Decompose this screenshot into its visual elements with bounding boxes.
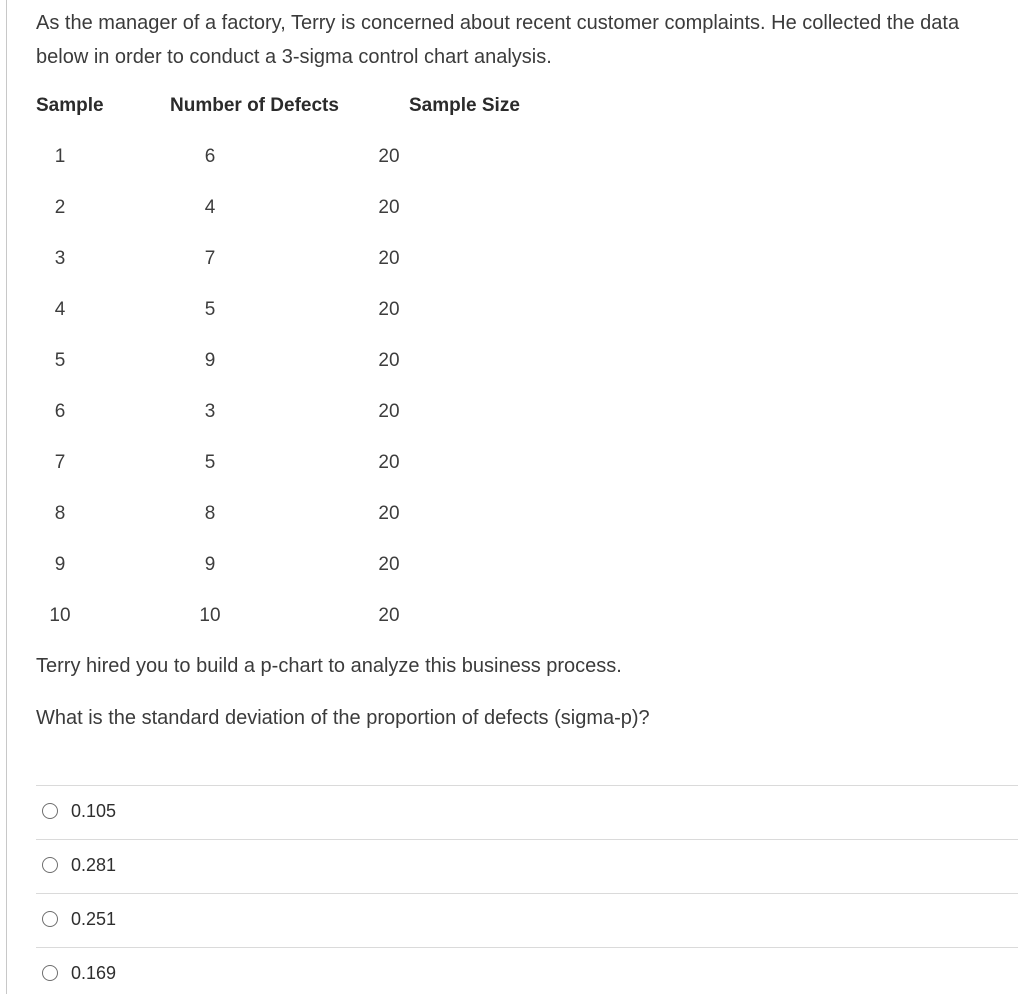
table-row [0, 397, 600, 427]
answer-option[interactable] [36, 839, 1018, 893]
cell-size: 20 [378, 401, 400, 422]
question-prompt: What is the standard deviation of the proportion of defects (sigma-p)? [36, 707, 650, 729]
cell-size: 20 [378, 605, 400, 626]
radio-button[interactable] [42, 911, 58, 927]
cell-defects: 4 [204, 197, 216, 218]
cell-defects: 6 [204, 146, 216, 167]
cell-sample: 7 [54, 452, 66, 473]
table-row [0, 244, 600, 274]
table-row [0, 499, 600, 529]
table-row [0, 346, 600, 376]
answer-option-label: 0.251 [71, 909, 117, 929]
cell-sample: 9 [54, 554, 66, 575]
header-sample-size: Sample Size [409, 95, 520, 116]
cell-size: 20 [378, 503, 400, 524]
table-row [0, 550, 600, 580]
cell-size: 20 [378, 146, 400, 167]
table-row [0, 193, 600, 223]
cell-defects: 9 [204, 554, 216, 575]
cell-sample: 5 [54, 350, 66, 371]
question-intro: As the manager of a factory, Terry is concerned about recent customer complaints. He collected the data below in order to conduct a 3-sigma control chart analysis. [36, 12, 960, 68]
table-row [0, 295, 600, 325]
cell-defects: 7 [204, 248, 216, 269]
cell-sample: 8 [54, 503, 66, 524]
cell-size: 20 [378, 248, 400, 269]
table-row [0, 601, 600, 631]
cell-sample: 6 [54, 401, 66, 422]
cell-sample: 2 [54, 197, 66, 218]
answer-option[interactable] [36, 947, 1018, 1001]
answer-option-label: 0.169 [71, 963, 117, 983]
cell-size: 20 [378, 299, 400, 320]
cell-defects: 9 [204, 350, 216, 371]
cell-defects: 8 [204, 503, 216, 524]
answer-option-label: 0.105 [71, 801, 117, 821]
question-context: Terry hired you to build a p-chart to analyze this business process. [36, 655, 622, 677]
cell-defects: 5 [204, 452, 216, 473]
header-sample: Sample [36, 95, 104, 116]
cell-size: 20 [378, 452, 400, 473]
table-row [0, 448, 600, 478]
table-row [0, 142, 600, 172]
cell-sample: 10 [49, 605, 71, 626]
cell-defects: 10 [199, 605, 221, 626]
radio-button[interactable] [42, 803, 58, 819]
header-number-of-defects: Number of Defects [170, 95, 339, 116]
radio-button[interactable] [42, 857, 58, 873]
cell-sample: 4 [54, 299, 66, 320]
answer-options [36, 785, 1018, 1001]
cell-size: 20 [378, 350, 400, 371]
answer-option[interactable] [36, 785, 1018, 839]
cell-defects: 3 [204, 401, 216, 422]
cell-size: 20 [378, 197, 400, 218]
cell-size: 20 [378, 554, 400, 575]
cell-sample: 3 [54, 248, 66, 269]
cell-sample: 1 [54, 146, 66, 167]
answer-option[interactable] [36, 893, 1018, 947]
cell-defects: 5 [204, 299, 216, 320]
radio-button[interactable] [42, 965, 58, 981]
answer-option-label: 0.281 [71, 855, 117, 875]
